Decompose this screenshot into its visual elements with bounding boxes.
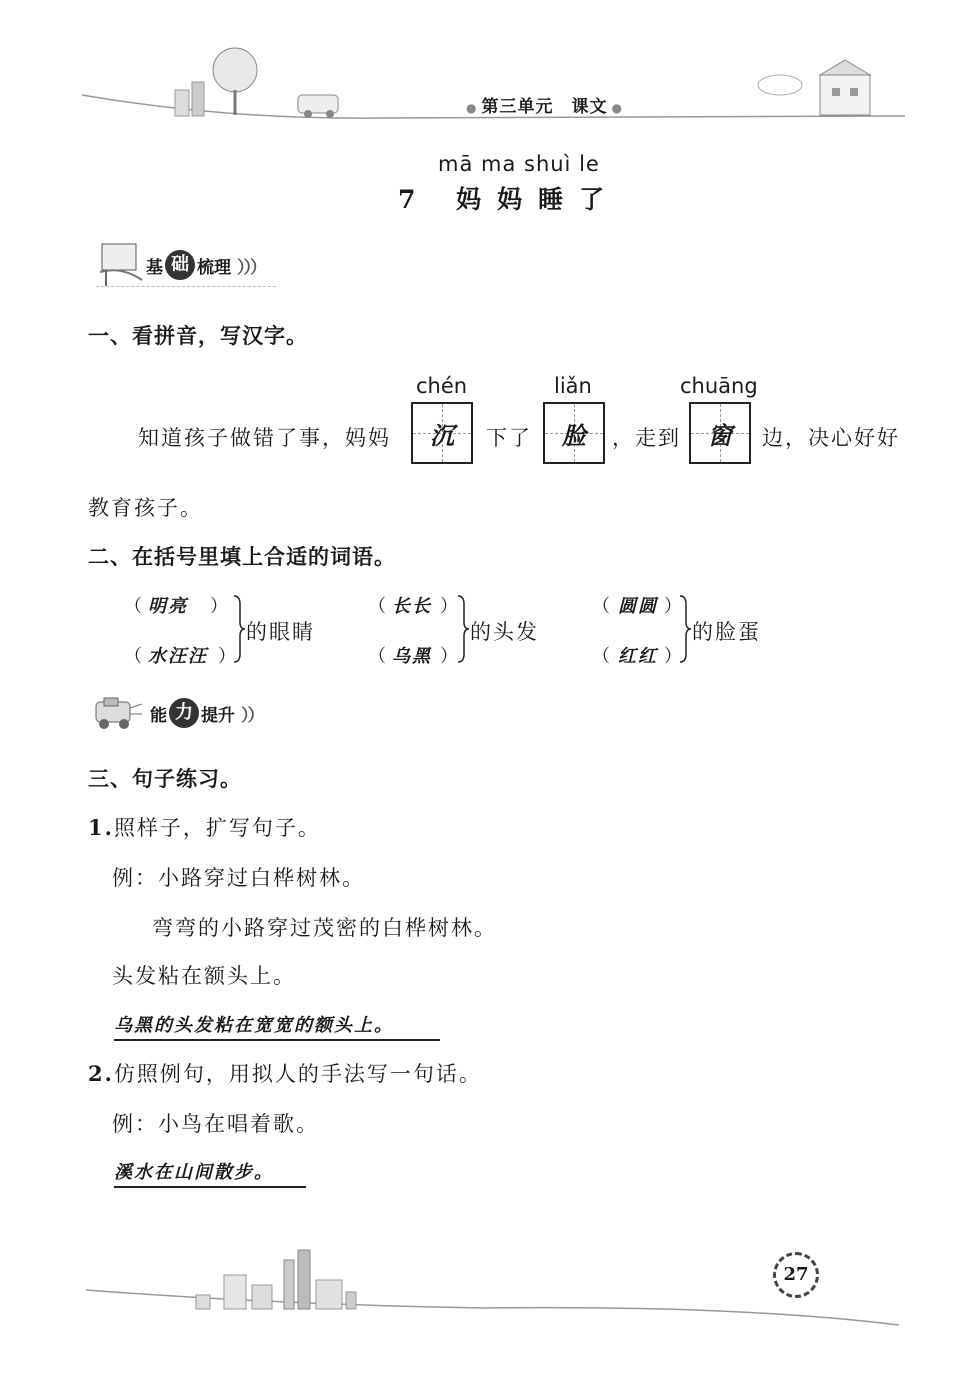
answer-char: 沉 xyxy=(430,421,454,450)
q1-text-e: 教育孩子。 xyxy=(88,496,203,520)
paren-right: ） xyxy=(210,596,228,617)
unit-header xyxy=(462,92,627,117)
fill-answer: 乌黑 xyxy=(392,646,432,667)
title-pinyin: mā ma shuì le xyxy=(438,152,600,176)
answer-box-1[interactable] xyxy=(411,402,473,464)
answer-line-1[interactable]: 乌黑的头发粘在宽宽的额头上。 xyxy=(114,1011,440,1041)
example-label: 例：小路穿过白桦树林。 xyxy=(112,866,365,890)
fill-answer: 水汪汪 xyxy=(148,646,208,667)
badge-text: 能 xyxy=(150,705,167,726)
paren-right: ） xyxy=(664,646,682,667)
paren-left: （ xyxy=(592,646,610,667)
q1-text-c: ，走到 xyxy=(612,426,681,450)
answer-box-2[interactable] xyxy=(543,402,605,464)
answer-line-2[interactable]: 溪水在山间散步。 xyxy=(114,1158,306,1188)
q3-heading: 三、句子练习。 xyxy=(88,766,242,791)
unit-label: 第三单元 课文 xyxy=(481,97,608,117)
q1-text-a: 知道孩子做错了事，妈妈 xyxy=(138,426,391,450)
badge-circle-text: 力 xyxy=(169,698,199,728)
paren-left: （ xyxy=(592,596,610,617)
paren-left: （ xyxy=(368,596,386,617)
paren-right: ） xyxy=(440,596,458,617)
q1-heading: 一、看拼音，写汉字。 xyxy=(88,323,308,348)
group-suffix: 的头发 xyxy=(470,620,539,644)
wave-icon: ）） xyxy=(241,705,263,726)
paren-right: ） xyxy=(664,596,682,617)
answer-char: 窗 xyxy=(708,421,732,450)
section-badge-ability xyxy=(150,698,263,728)
item-instruction: 仿照例句，用拟人的手法写一句话。 xyxy=(113,1062,482,1086)
ability-badge-icon xyxy=(86,694,146,734)
bullet-icon: ● xyxy=(611,100,623,115)
box3-pinyin: chuāng xyxy=(680,374,758,398)
item-number: 1. xyxy=(88,815,114,840)
item-number: 2. xyxy=(88,1061,114,1086)
example-label: 例：小鸟在唱着歌。 xyxy=(112,1112,319,1136)
group-suffix: 的眼睛 xyxy=(246,620,315,644)
badge-text: 基 xyxy=(146,257,163,278)
brace-icon xyxy=(456,594,470,664)
brace-icon xyxy=(232,594,246,664)
box1-pinyin: chén xyxy=(416,374,468,398)
badge-text: 提升 xyxy=(201,705,235,726)
paren-right: ） xyxy=(440,646,458,667)
wave-icon: ））） xyxy=(237,257,265,278)
section-badge-basics xyxy=(146,250,265,280)
paren-right: ） xyxy=(218,646,236,667)
brace-icon xyxy=(678,594,692,664)
paren-left: （ xyxy=(368,646,386,667)
page-number: 27 xyxy=(773,1252,819,1298)
box2-pinyin: liǎn xyxy=(554,374,592,398)
answer-box-3[interactable] xyxy=(689,402,751,464)
fill-answer: 红红 xyxy=(618,646,658,667)
basics-badge-icon xyxy=(96,240,146,290)
q1-text-d: 边，决心好好 xyxy=(762,426,900,450)
fill-answer: 圆圆 xyxy=(618,596,658,617)
example-answer: 弯弯的小路穿过茂密的白桦树林。 xyxy=(152,916,497,940)
divider xyxy=(96,286,276,287)
fill-answer: 长长 xyxy=(392,596,432,617)
group-suffix: 的脸蛋 xyxy=(692,620,761,644)
badge-text: 梳理 xyxy=(197,257,231,278)
q1-text-b: 下了 xyxy=(486,426,532,450)
lesson-title: 7 妈妈睡了 xyxy=(398,185,621,214)
badge-circle-text: 础 xyxy=(165,250,195,280)
item-instruction: 照样子，扩写句子。 xyxy=(113,816,321,840)
item-prompt: 头发粘在额头上。 xyxy=(112,964,296,988)
bullet-icon: ● xyxy=(466,100,478,115)
paren-left: （ xyxy=(124,646,142,667)
q3-item1 xyxy=(88,812,321,842)
paren-left: （ xyxy=(124,596,142,617)
q2-heading: 二、在括号里填上合适的词语。 xyxy=(88,544,396,569)
q3-item2 xyxy=(88,1058,482,1088)
fill-answer: 明亮 xyxy=(148,596,188,617)
answer-char: 脸 xyxy=(562,421,586,450)
